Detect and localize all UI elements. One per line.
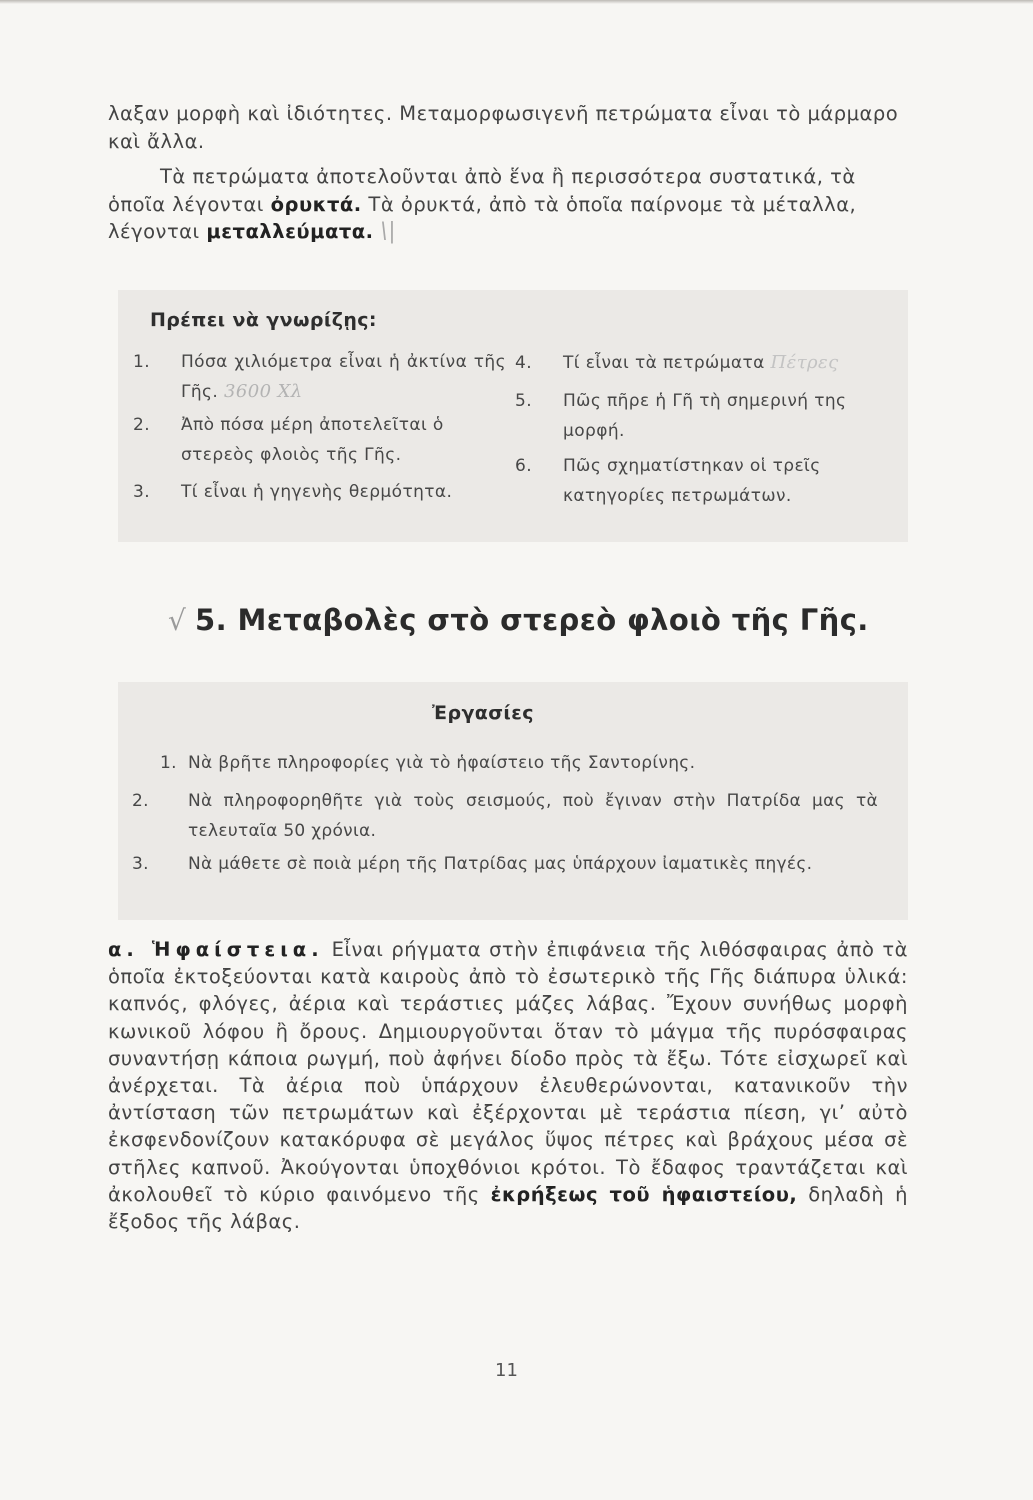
question-text: Πῶς σχηματίστηκαν οἱ τρεῖς κατηγορίες πετρωμάτων.	[563, 456, 821, 506]
question-number: 3.	[133, 482, 151, 502]
exercise-1	[160, 748, 850, 778]
question-number: 5.	[515, 391, 533, 411]
intro-paragraph-1	[108, 100, 908, 155]
handwritten-answer: 3600 Χλ	[224, 381, 303, 402]
question-text: Πόσα χιλιόμετρα εἶναι ἡ ἀκτίνα τῆς Γῆς.	[181, 352, 506, 402]
intro-p2-mid: Τὰ ὀρυκτά, ἀπὸ τὰ ὁποῖα παίρνομε τὰ μέταλλα, λέγονται	[108, 192, 857, 243]
volcano-paragraph	[108, 936, 908, 1235]
question-text: Τί εἶναι ἡ γηγενὴς θερμότητα.	[181, 482, 453, 502]
scan-edge-shadow	[0, 0, 1033, 4]
question-number: 2.	[133, 415, 151, 435]
volcano-text-end: δηλαδὴ ἡ ἔξοδος τῆς λάβας.	[108, 1182, 908, 1234]
question-3	[133, 477, 506, 507]
question-2	[133, 410, 506, 470]
intro-p2-start: Τὰ πετρώματα ἀποτελοῦνται ἀπὸ ἕνα ἢ περισσότερα συστατικά, τὰ ὁποῖα λέγονται	[108, 165, 856, 216]
question-1	[133, 347, 506, 407]
question-text: Τί εἶναι τὰ πετρώματα	[563, 353, 765, 373]
question-text: Πῶς πῆρε ἡ Γῆ τὴ σημερινή της μορφή.	[563, 391, 847, 441]
question-5	[515, 386, 908, 446]
question-text: Ἀπὸ πόσα μέρη ἀποτελεῖται ὁ στερεὸς φλοιὸς τῆς Γῆς.	[181, 415, 444, 465]
exercise-2	[132, 786, 878, 846]
exercise-3	[132, 849, 878, 879]
exercise-text: Νὰ βρῆτε πληροφορίες γιὰ τὸ ἡφαίστειο τῆς Σαντορίνης.	[188, 753, 696, 773]
handwritten-answer: Πέτρες	[770, 352, 839, 373]
exercise-number: 2.	[132, 791, 149, 811]
exercise-number: 3.	[132, 854, 149, 874]
page-number: 11	[495, 1360, 518, 1381]
must-know-title: Πρέπει νὰ γνωρίζῃς:	[150, 309, 377, 331]
term-minerals: ὀρυκτά.	[270, 192, 362, 216]
exercise-text: Νὰ μάθετε σὲ ποιὰ μέρη τῆς Πατρίδας μας ὑπάρχουν ἰαματικὲς πηγές.	[188, 854, 813, 874]
volcano-text: Εἶναι ρήγματα στὴν ἐπιφάνεια τῆς λιθόσφαιρας ἀπὸ τὰ ὁποῖα ἐκτοξεύονται κατὰ καιροὺς ἀπὸ τὸ ἐσωτερικὸ τῆς Γῆς διάπυρα ὑλικά: καπνός, φλόγες, ἀέρια καὶ τεράστιες μάζες λάβας. Ἔχουν συνήθως μορφὴ κωνικοῦ λόφου ἢ ὄρους. Δημιουργοῦνται ὅταν τὸ μάγμα τῆς πυρόσφαιρας συναντήσῃ κάποια ρωγμή, ποὺ ἀφήνει δίοδο πρὸς τὰ ἔξω. Τότε εἰσχωρεῖ καὶ ἀνέρχεται. Τὰ ἀέρια ποὺ ὑπάρχουν ἐλευθερώνονται, κατανικοῦν τὴν ἀντίσταση τῶν πετρωμάτων καὶ ἐξέρχονται μὲ τεράστια πίεση, γι’ αὐτὸ ἐκσφενδονίζουν κατακόρυφα σὲ μεγάλος ὕψος πέτρες καὶ βράχους μέσα σὲ στῆλες καπνοῦ. Ἀκούγονται ὑποχθόνιοι κρότοι. Τὸ ἔδαφος τραντάζεται καὶ ἀκολουθεῖ τὸ κύριο φαινόμενο τῆς	[108, 938, 909, 1206]
question-number: 6.	[515, 456, 533, 476]
pencil-mark: \|	[380, 219, 397, 244]
question-number: 1.	[133, 352, 151, 372]
intro-paragraph-2	[108, 163, 908, 246]
term-eruption: ἐκρήξεως τοῦ ἡφαιστείου,	[490, 1182, 798, 1206]
exercise-text: Νὰ πληροφορηθῆτε γιὰ τοὺς σεισμούς, ποὺ ἔγιναν στὴν Πατρίδα μας τὰ τελευταῖα 50 χρόνια.	[188, 791, 878, 841]
exercise-number: 1.	[160, 753, 177, 773]
term-ores: μεταλλεύματα.	[206, 220, 374, 243]
question-number: 4.	[515, 353, 533, 373]
pencil-check-mark: √	[168, 604, 186, 637]
exercises-title: Ἐργασίες	[432, 702, 534, 724]
question-4	[515, 348, 908, 378]
volcano-label: α. Ἡφαίστεια.	[108, 938, 324, 961]
section-title: 5. Μεταβολὲς στὸ στερεὸ φλοιὸ τῆς Γῆς.	[195, 603, 869, 637]
intro-line: λαξαν μορφὴ καὶ ἰδιότητες. Μεταμορφωσιγενῆ πετρώματα εἶναι τὸ μάρμαρο καὶ ἄλλα.	[108, 102, 899, 153]
question-6	[515, 451, 908, 511]
